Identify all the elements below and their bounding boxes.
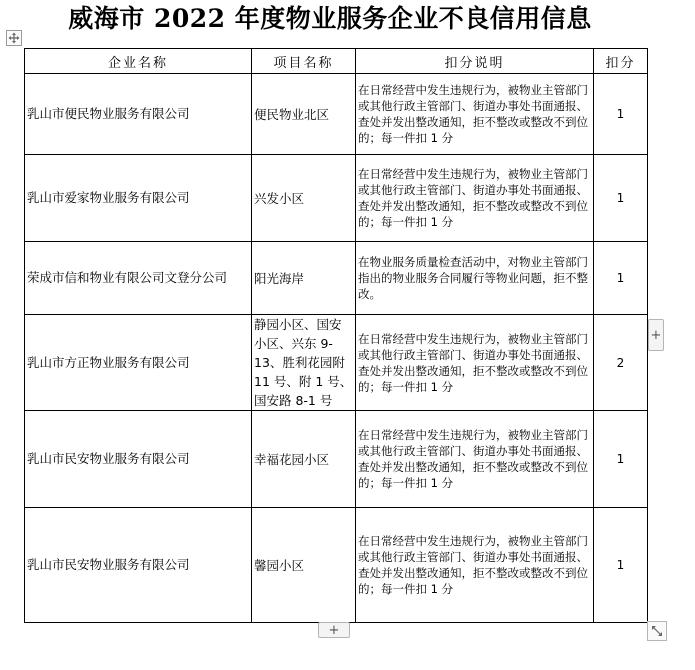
plus-icon: + xyxy=(328,622,340,638)
add-column-button[interactable] xyxy=(648,319,664,351)
table-row xyxy=(25,315,648,411)
table-row xyxy=(25,155,648,242)
add-row-button[interactable] xyxy=(318,622,350,638)
reason-cell[interactable]: 在物业服务质量检查活动中，对物业主管部门指出的物业服务合同履行等物业问题，拒不整改。 xyxy=(356,242,594,315)
resize-icon xyxy=(650,624,664,638)
header-reason: 扣分说明 xyxy=(356,49,594,74)
table-resize-handle[interactable] xyxy=(647,621,667,641)
header-company: 企业名称 xyxy=(25,49,252,74)
plus-icon: + xyxy=(650,327,662,343)
score-cell[interactable]: 1 xyxy=(594,411,648,508)
score-cell[interactable]: 1 xyxy=(594,242,648,315)
reason-cell[interactable]: 在日常经营中发生违规行为，被物业主管部门或其他行政主管部门、街道办事处书面通报、查处并发出整改通知，拒不整改或整改不到位的；每一件扣 1 分 xyxy=(356,74,594,155)
move-icon xyxy=(8,32,20,44)
header-score: 扣分 xyxy=(594,49,648,74)
score-cell[interactable]: 2 xyxy=(594,315,648,411)
project-cell[interactable]: 幸福花园小区 xyxy=(252,411,356,508)
table-move-handle[interactable] xyxy=(6,30,22,46)
company-cell[interactable]: 乳山市爱家物业服务有限公司 xyxy=(25,155,252,242)
score-cell[interactable]: 1 xyxy=(594,155,648,242)
reason-cell[interactable]: 在日常经营中发生违规行为，被物业主管部门或其他行政主管部门、街道办事处书面通报、查处并发出整改通知，拒不整改或整改不到位的；每一件扣 1 分 xyxy=(356,315,594,411)
company-cell[interactable]: 荣成市信和物业有限公司文登分公司 xyxy=(25,242,252,315)
header-project: 项目名称 xyxy=(252,49,356,74)
table-row xyxy=(25,242,648,315)
project-cell[interactable]: 兴发小区 xyxy=(252,155,356,242)
project-cell[interactable]: 便民物业北区 xyxy=(252,74,356,155)
reason-cell[interactable]: 在日常经营中发生违规行为，被物业主管部门或其他行政主管部门、街道办事处书面通报、查处并发出整改通知，拒不整改或整改不到位的；每一件扣 1 分 xyxy=(356,155,594,242)
project-cell[interactable]: 馨园小区 xyxy=(252,508,356,623)
company-cell[interactable]: 乳山市便民物业服务有限公司 xyxy=(25,74,252,155)
credit-info-table xyxy=(24,48,648,623)
document-title: 威海市 2022 年度物业服务企业不良信用信息 xyxy=(68,4,592,33)
company-cell[interactable]: 乳山市民安物业服务有限公司 xyxy=(25,508,252,623)
project-cell[interactable]: 静园小区、国安小区、兴东 9-13、胜利花园附 11 号、附 1 号、国安路 8-1 号 xyxy=(252,315,356,411)
score-cell[interactable]: 1 xyxy=(594,508,648,623)
company-cell[interactable]: 乳山市方正物业服务有限公司 xyxy=(25,315,252,411)
reason-cell[interactable]: 在日常经营中发生违规行为，被物业主管部门或其他行政主管部门、街道办事处书面通报、查处并发出整改通知，拒不整改或整改不到位的；每一件扣 1 分 xyxy=(356,508,594,623)
project-cell[interactable]: 阳光海岸 xyxy=(252,242,356,315)
table-row xyxy=(25,411,648,508)
reason-cell[interactable]: 在日常经营中发生违规行为，被物业主管部门或其他行政主管部门、街道办事处书面通报、查处并发出整改通知，拒不整改或整改不到位的；每一件扣 1 分 xyxy=(356,411,594,508)
table-header-row xyxy=(25,49,648,74)
table-row xyxy=(25,508,648,623)
table-row xyxy=(25,74,648,155)
score-cell[interactable]: 1 xyxy=(594,74,648,155)
company-cell[interactable]: 乳山市民安物业服务有限公司 xyxy=(25,411,252,508)
